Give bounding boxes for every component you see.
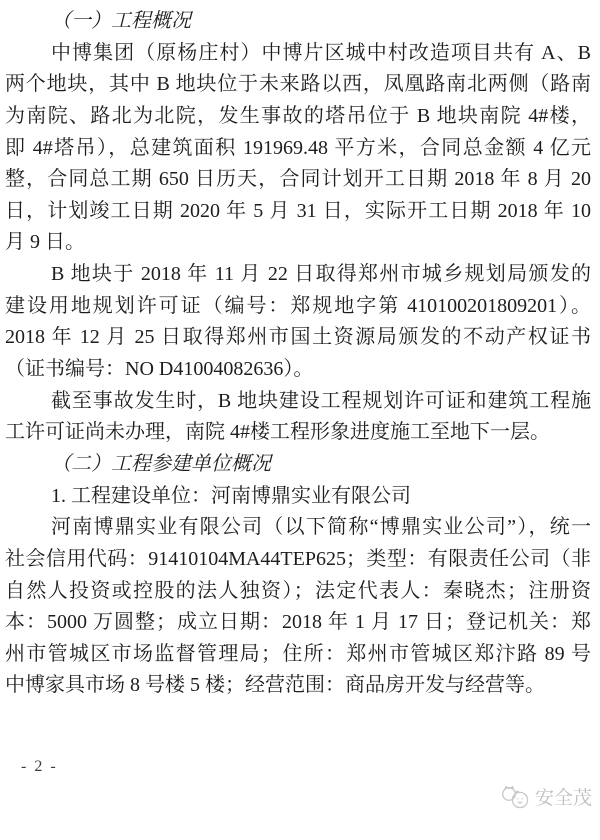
text-line: 本：5000 万圆整；成立日期：2018 年 1 月 17 日；登记机关：郑 [5,611,591,634]
text-line: （证书编号：NO D41004082636）。 [5,358,314,381]
text-line: 1. 工程建设单位：河南博鼎实业有限公司 [51,484,411,507]
page-number: - 2 - [21,758,58,775]
mascot-faces-icon [500,784,530,809]
text-line: （二）工程参建单位概况 [51,452,271,475]
text-line: 2018 年 12 月 25 日取得郑州市国土资源局颁发的不动产权证书 [5,326,591,349]
document-body [5,6,591,702]
watermark [500,783,592,810]
text-line: 工许可证尚未办理，南院 4#楼工程形象进度施工至地下一层。 [5,421,550,444]
text-line: 为南院、路北为北院，发生事故的塔吊位于 B 地块南院 4#楼， [5,104,591,127]
text-line: 中博集团（原杨庄村）中博片区城中村改造项目共有 A、B [51,41,591,64]
text-line: 月 9 日。 [5,231,85,254]
text-line: 社会信用代码：91410104MA44TEP625；类型：有限责任公司（非 [5,547,591,570]
text-line: （一）工程概况 [51,10,191,32]
text-line: B 地块于 2018 年 11 月 22 日取得郑州市城乡规划局颁发的 [51,263,591,286]
watermark-text: 安全茂 [534,788,592,809]
text-line: 河南博鼎实业有限公司（以下简称“博鼎实业公司”），统一 [51,516,591,539]
text-line: 建设用地规划许可证（编号：郑规地字第 410100201809201）。 [5,294,591,317]
text-line: 两个地块，其中 B 地块位于未来路以西，凤凰路南北两侧（路南 [5,73,591,96]
text-line: 截至事故发生时，B 地块建设工程规划许可证和建筑工程施 [51,389,591,412]
text-line: 即 4#塔吊），总建筑面积 191969.48 平方米，合同总金额 4 亿元 [5,136,591,159]
text-line: 州市管城区市场监督管理局；住所：郑州市管城区郑汴路 89 号 [5,642,591,665]
text-line: 自然人投资或控股的法人独资）；法定代表人：秦晓杰；注册资 [5,579,591,602]
text-line: 日，计划竣工日期 2020 年 5 月 31 日，实际开工日期 2018 年 10 [5,199,591,222]
text-line: 整，合同总工期 650 日历天，合同计划开工日期 2018 年 8 月 20 [5,168,591,191]
text-line: 中博家具市场 8 号楼 5 楼；经营范围：商品房开发与经营等。 [5,674,545,697]
